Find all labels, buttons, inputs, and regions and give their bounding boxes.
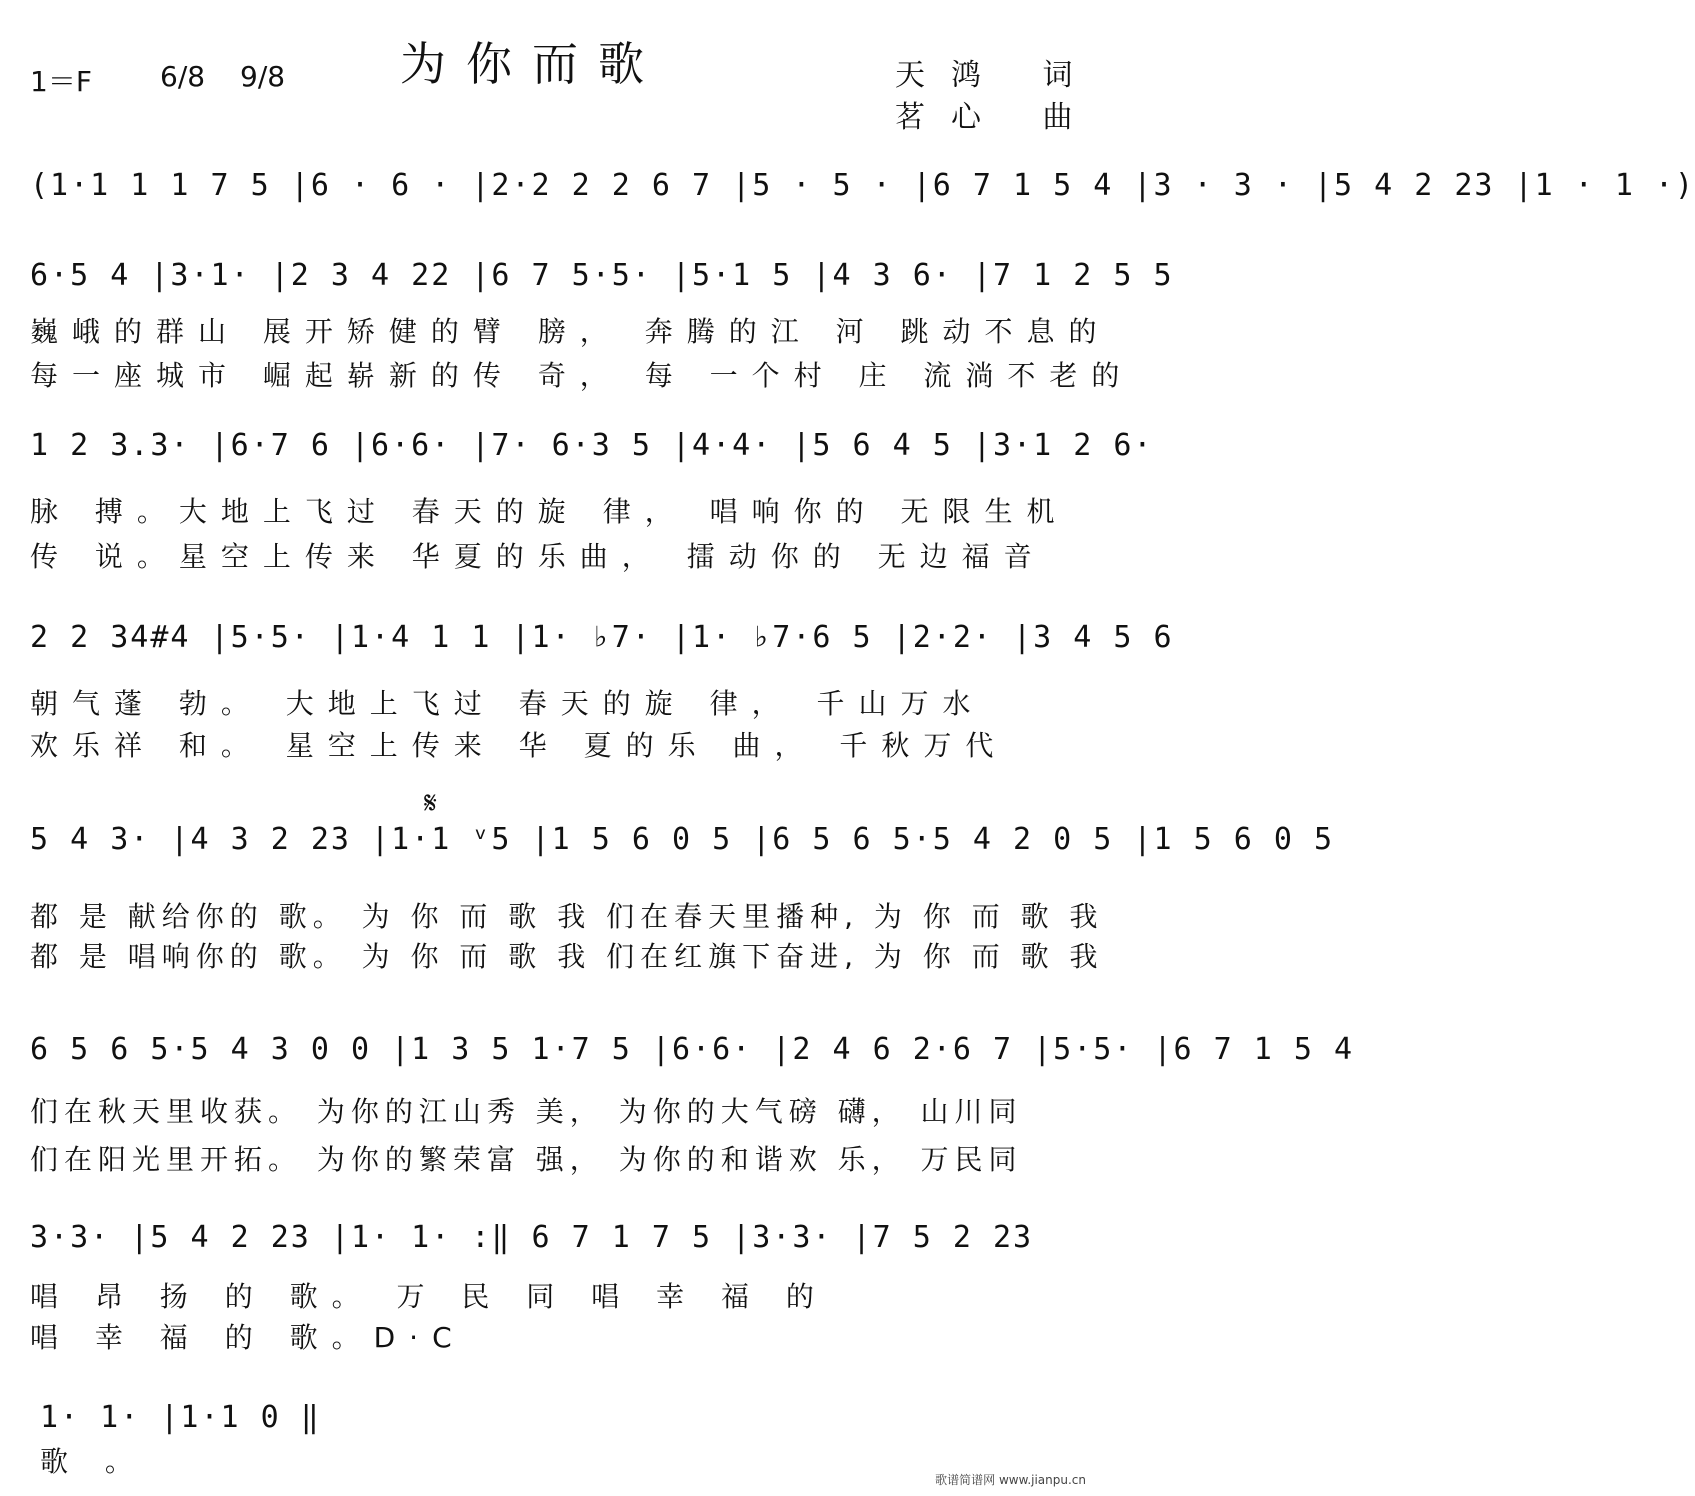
lyric-line-2-verse-2: 传 说。星空上传来 华夏的乐曲， 擂动你的 无边福音	[30, 540, 1046, 573]
score-line-4: 5 4 3· |4 3 2 23 |1·1 ᵛ5 |1 5 6 0 5 |6 5 6 5·5 4 2 0 5 |1 5 6 0 5	[30, 822, 1334, 857]
lyric-line-3-verse-1: 朝气蓬 勃。 大地上飞过 春天的旋 律， 千山万水	[30, 687, 985, 720]
score-line-7: 1· 1· |1·1 0 ‖	[40, 1400, 321, 1435]
page-title: 为你而歌	[400, 37, 664, 91]
lyric-line-5-verse-1: 们在秋天里收获。 为你的江山秀 美， 为你的大气磅 礴， 山川同	[30, 1095, 1023, 1128]
lyric-line-7: 歌 。	[40, 1445, 147, 1478]
score-line-6: 3·3· |5 4 2 23 |1· 1· :‖ 6 7 1 7 5 |3·3· |7 5 2 23	[30, 1220, 1034, 1255]
lyric-line-6-verse-1: 唱 昂 扬 的 歌。 万 民 同 唱 幸 福 的	[30, 1280, 828, 1313]
time-signature-9-8: 9/8	[240, 60, 286, 93]
lyric-line-1-verse-1: 巍峨的群山 展开矫健的臂 膀， 奔腾的江 河 跳动不息的	[30, 315, 1111, 348]
lyric-line-5-verse-2: 们在阳光里开拓。 为你的繁荣富 强， 为你的和谐欢 乐， 万民同	[30, 1143, 1023, 1176]
score-line-1: 6·5 4 |3·1· |2 3 4 22 |6 7 5·5· |5·1 5 |4 3 6· |7 1 2 5 5	[30, 258, 1174, 293]
segno-sign: 𝄋	[424, 786, 437, 821]
score-line-3: 2 2 34#4 |5·5· |1·4 1 1 |1· ♭7· |1· ♭7·6 5 |2·2· |3 4 5 6	[30, 620, 1174, 655]
score-line-intro: (1·1 1 1 7 5 |6 · 6 · |2·2 2 2 6 7 |5 · 5 · |6 7 1 5 4 |3 · 3 · |5 4 2 23 |1 · 1 ·)	[30, 168, 1695, 203]
lyric-line-3-verse-2: 欢乐祥 和。 星空上传来 华 夏的乐 曲， 千秋万代	[30, 729, 1008, 762]
lyric-line-6-verse-2: 唱 幸 福 的 歌。D·C	[30, 1321, 466, 1354]
lyric-line-4-verse-2: 都 是 唱响你的 歌。 为 你 而 歌 我 们在红旗下奋进, 为 你 而 歌 我	[30, 940, 1104, 973]
time-signature-6-8: 6/8	[160, 60, 206, 93]
lyricist-credit: 天鸿 词	[895, 58, 1099, 93]
site-watermark: 歌谱简谱网 www.jianpu.cn	[935, 1473, 1086, 1487]
composer-credit: 茗心 曲	[895, 100, 1099, 135]
lyric-line-1-verse-2: 每一座城市 崛起崭新的传 奇， 每 一个村 庄 流淌不老的	[30, 359, 1134, 392]
key-signature: 1＝F	[30, 65, 92, 98]
score-line-2: 1 2 3.3· |6·7 6 |6·6· |7· 6·3 5 |4·4· |5 6 4 5 |3·1 2 6·	[30, 428, 1154, 463]
lyric-line-2-verse-1: 脉 搏。大地上飞过 春天的旋 律， 唱响你的 无限生机	[30, 495, 1069, 528]
score-line-5: 6 5 6 5·5 4 3 0 0 |1 3 5 1·7 5 |6·6· |2 4 6 2·6 7 |5·5· |6 7 1 5 4	[30, 1032, 1355, 1067]
lyric-line-4-verse-1: 都 是 献给你的 歌。 为 你 而 歌 我 们在春天里播种, 为 你 而 歌 我	[30, 900, 1104, 933]
